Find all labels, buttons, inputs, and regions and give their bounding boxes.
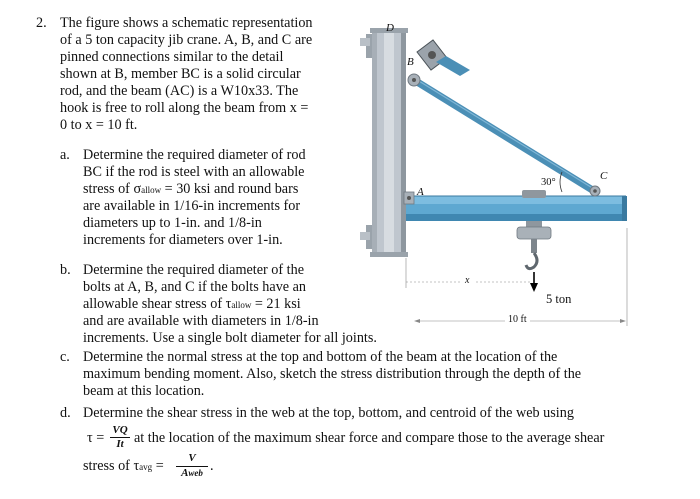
aweb-denominator: Aweb [181, 467, 203, 479]
x-label: x [465, 275, 470, 286]
beam-ac [406, 196, 627, 221]
intro-line-5: rod, and the beam (AC) is a W10x33. The [60, 83, 299, 99]
pin-c [590, 186, 600, 196]
span-label: 10 ft [508, 314, 527, 325]
it-denominator: It [116, 438, 124, 450]
pin-a [404, 192, 414, 204]
part-b-line-1: Determine the required diameter of the [83, 262, 304, 278]
angle-label: 30° [541, 177, 556, 188]
part-b-marker: b. [60, 262, 71, 278]
part-b-line-4: and are available with diameters in 1/8-in [83, 313, 319, 329]
part-a-line-5: diameters up to 1-in. and 1/8-in [83, 215, 262, 231]
part-b-line-2: bolts at A, B, and C if the bolts have an [83, 279, 307, 295]
span-dimension [414, 228, 627, 326]
problem-number: 2. [36, 15, 47, 31]
pin-detail [417, 40, 470, 76]
intro-line-3: pinned connections similar to the detail [60, 49, 284, 65]
intro-line-7: 0 to x = 10 ft. [60, 117, 138, 133]
part-a-marker: a. [60, 147, 70, 163]
v-numerator: V [188, 452, 196, 464]
intro-line-6: hook is free to roll along the beam from x = [60, 100, 309, 116]
part-a-line-6: increments for diameters over 1-in. [83, 232, 283, 248]
part-c-line-1: Determine the normal stress at the top and bottom of the beam at the location of the [83, 349, 558, 365]
rod-bc [412, 77, 596, 194]
part-d-end-period: . [210, 458, 214, 474]
part-a-line-3: stress of σallow = 30 ksi and round bars [83, 181, 299, 197]
intro-line-4: shown at B, member BC is a solid circular [60, 66, 301, 82]
pin-b [408, 74, 420, 86]
label-b: B [407, 56, 414, 68]
part-b-line-3: allowable shear stress of τallow = 21 ksi [83, 296, 301, 312]
part-c-line-2: maximum bending moment. Also, sketch the stress distribution through the depth of the [83, 366, 582, 382]
vq-numerator: VQ [112, 424, 128, 436]
part-b-line-5: increments. Use a single bolt diameter for all joints. [83, 330, 377, 346]
wall-bracket-top [360, 34, 372, 58]
load-label: 5 ton [546, 292, 572, 306]
label-a: A [417, 186, 424, 198]
column [370, 28, 408, 257]
label-d: D [386, 22, 394, 34]
part-a-line-1: Determine the required diameter of rod [83, 147, 306, 163]
intro-line-2: of a 5 ton capacity jib crane. A, B, and C are [60, 32, 313, 48]
part-d-line-3: stress of τavg = [83, 458, 164, 474]
part-d-marker: d. [60, 405, 71, 421]
part-c-marker: c. [60, 349, 70, 365]
intro-line-1: The figure shows a schematic representation [60, 15, 313, 31]
part-a-line-4: are available in 1/16-in increments for [83, 198, 301, 214]
label-c: C [600, 170, 608, 182]
part-c-line-3: beam at this location. [83, 383, 205, 399]
wall-bracket-bottom [360, 225, 372, 249]
tau-equals: τ = [87, 430, 105, 446]
part-d-line-1: Determine the shear stress in the web at the top, bottom, and centroid of the web using [83, 405, 574, 421]
part-d-line-2: at the location of the maximum shear force and compare those to the average shear [134, 430, 605, 446]
part-a-line-2: BC if the rod is steel with an allowable [83, 164, 305, 180]
